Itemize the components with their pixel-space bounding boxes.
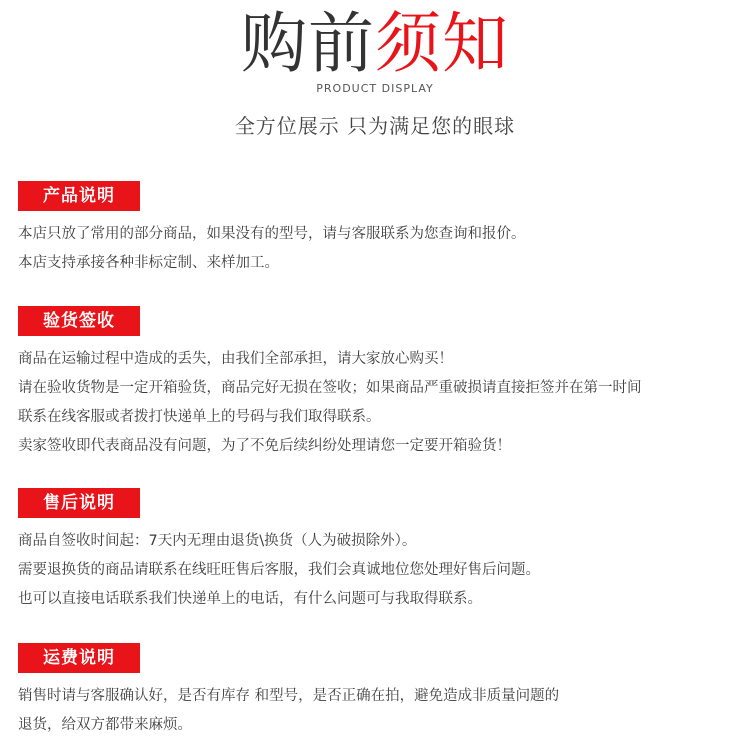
section-line: 本店支持承接各种非标定制、来样加工。 — [18, 255, 279, 271]
page-title-red: 须知 — [375, 5, 509, 82]
section-shipping — [18, 643, 743, 740]
section-line: 卖家签收即代表商品没有问题，为了不免后续纠纷处理请您一定要开箱验货！ — [18, 438, 511, 454]
section-line: 退货，给双方都带来麻烦。 — [18, 717, 192, 733]
section-line: 商品自签收时间起：7天内无理由退货\换货（人为破损除外）。 — [18, 533, 417, 549]
page-subtitle-en: PRODUCT DISPLAY — [316, 82, 434, 95]
page-header — [0, 0, 750, 150]
section-product-info — [18, 181, 743, 278]
section-line: 请在验收货物是一定开箱验货，商品完好无损在签收；如果商品严重破损请直接拒签并在第一时间 — [18, 380, 642, 396]
page-title — [0, 4, 750, 84]
section-line: 需要退换货的商品请联系在线旺旺售后客服，我们会真诚地位您处理好售后问题。 — [18, 562, 540, 578]
section-badge: 售后说明 — [18, 488, 140, 518]
section-line: 商品在运输过程中造成的丢失，由我们全部承担，请大家放心购买！ — [18, 351, 453, 367]
section-line: 也可以直接电话联系我们快递单上的电话，有什么问题可与我取得联系。 — [18, 591, 482, 607]
section-after-sales — [18, 488, 743, 614]
section-badge: 产品说明 — [18, 181, 140, 211]
page-title-dark: 购前 — [241, 5, 375, 82]
section-body — [18, 220, 743, 278]
section-badge: 运费说明 — [18, 643, 140, 673]
section-line: 销售时请与客服确认好，是否有库存 和型号，是否正确在拍，避免造成非质量问题的 — [18, 688, 560, 704]
section-inspection — [18, 306, 743, 461]
section-line: 本店只放了常用的部分商品，如果没有的型号，请与客服联系为您查询和报价。 — [18, 226, 526, 242]
section-body — [18, 527, 743, 614]
section-body — [18, 682, 743, 740]
section-body — [18, 345, 743, 461]
section-line: 联系在线客服或者拨打快递单上的号码与我们取得联系。 — [18, 409, 381, 425]
page-slogan: 全方位展示 只为满足您的眼球 — [234, 114, 516, 138]
section-badge: 验货签收 — [18, 306, 140, 336]
